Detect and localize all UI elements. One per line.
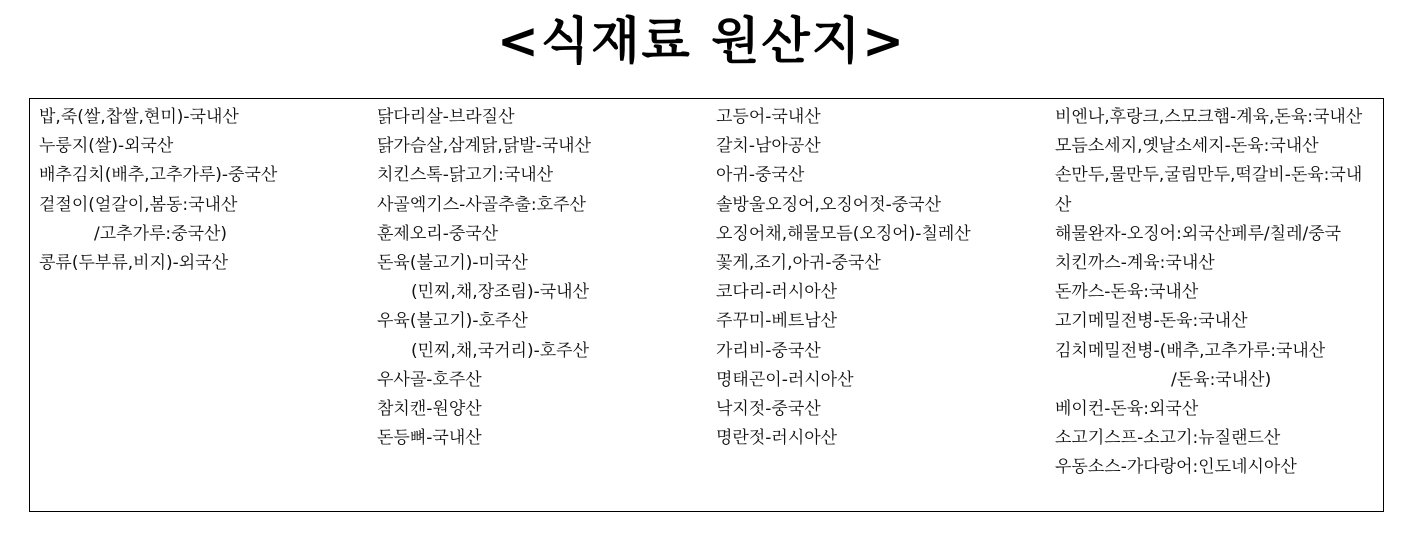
origin-item: 겉절이(얼갈이,봄동:국내산 [39,194,238,215]
origin-item: 아귀-중국산 [716,165,805,186]
origin-item: 오징어채,해물모듬(오징어)-칠레산 [716,223,971,244]
origin-item: 비엔나,후랑크,스모크햄-계육,돈육:국내산 [1055,107,1363,127]
origin-item: 돈육(불고기)-미국산 [377,253,528,274]
origin-item: 콩류(두부류,비지)-외국산 [39,253,229,274]
origin-column-4 [1055,103,1375,483]
origin-item: 훈제오리-중국산 [377,223,499,244]
origin-item: 갈치-남아공산 [716,136,821,157]
origin-item: 명란젓-러시아산 [716,428,838,449]
origin-item: 손만두,물만두,굴림만두,떡갈비-돈육:국내산 [1055,165,1363,215]
origin-item: 닭다리살-브라질산 [377,107,515,127]
origin-item: 돈까스-돈육:국내산 [1055,282,1199,303]
origin-item: 치킨스톡-닭고기:국내산 [377,165,554,186]
origin-item: 코다리-러시아산 [716,282,838,303]
origin-item: 참치캔-원양산 [377,399,482,420]
origin-item-continuation: (민찌,채,국거리)-호주산 [411,340,590,361]
origin-item: 해물완자-오징어:외국산페루/칠레/중국 [1055,223,1342,244]
origin-item: 주꾸미-베트남산 [716,311,838,332]
origin-item-continuation: /고추가루:중국산) [94,223,228,244]
origin-item: 우육(불고기)-호주산 [377,311,528,332]
origin-item: 돈등뼈-국내산 [377,428,482,449]
origin-item: 우사골-호주산 [377,369,482,390]
origin-item: 소고기스프-소고기:뉴질랜드산 [1055,428,1281,449]
origin-item: 낙지젓-중국산 [716,399,821,420]
origin-item: 배추김치(배추,고추가루)-중국산 [39,165,278,186]
origin-item: 치킨까스-계육:국내산 [1055,253,1215,274]
origin-item: 닭가슴살,삼계닭,닭발-국내산 [377,136,592,157]
origin-column-1 [39,103,359,278]
origin-item-continuation: (민찌,채,장조림)-국내산 [411,282,590,303]
origin-item: 모듬소세지,옛날소세지-돈육:국내산 [1055,136,1319,157]
origin-column-3 [716,103,1036,453]
origin-item: 누룽지(쌀)-외국산 [39,136,174,157]
page-title: <식재료 원산지> [497,12,906,70]
origin-item: 사골엑기스-사골추출:호주산 [377,194,586,215]
origin-item: 베이컨-돈육:외국산 [1055,399,1199,420]
origin-item-continuation: /돈육:국내산) [1171,369,1272,390]
origin-item: 고등어-국내산 [716,107,821,127]
origin-column-2 [377,103,697,453]
origin-item: 우동소스-가다랑어:인도네시아산 [1055,457,1297,478]
origin-item: 밥,죽(쌀,찹쌀,현미)-국내산 [39,107,239,127]
origin-item: 가리비-중국산 [716,340,821,361]
origin-item: 고기메밀전병-돈육:국내산 [1055,311,1248,332]
origin-item: 명태곤이-러시아산 [716,369,854,390]
origin-item: 꽃게,조기,아귀-중국산 [716,253,881,274]
origin-item: 솔방울오징어,오징어젓-중국산 [716,194,942,215]
ingredient-origin-table [29,98,1384,512]
origin-item: 김치메밀전병-(배추,고추가루:국내산 [1055,340,1326,361]
